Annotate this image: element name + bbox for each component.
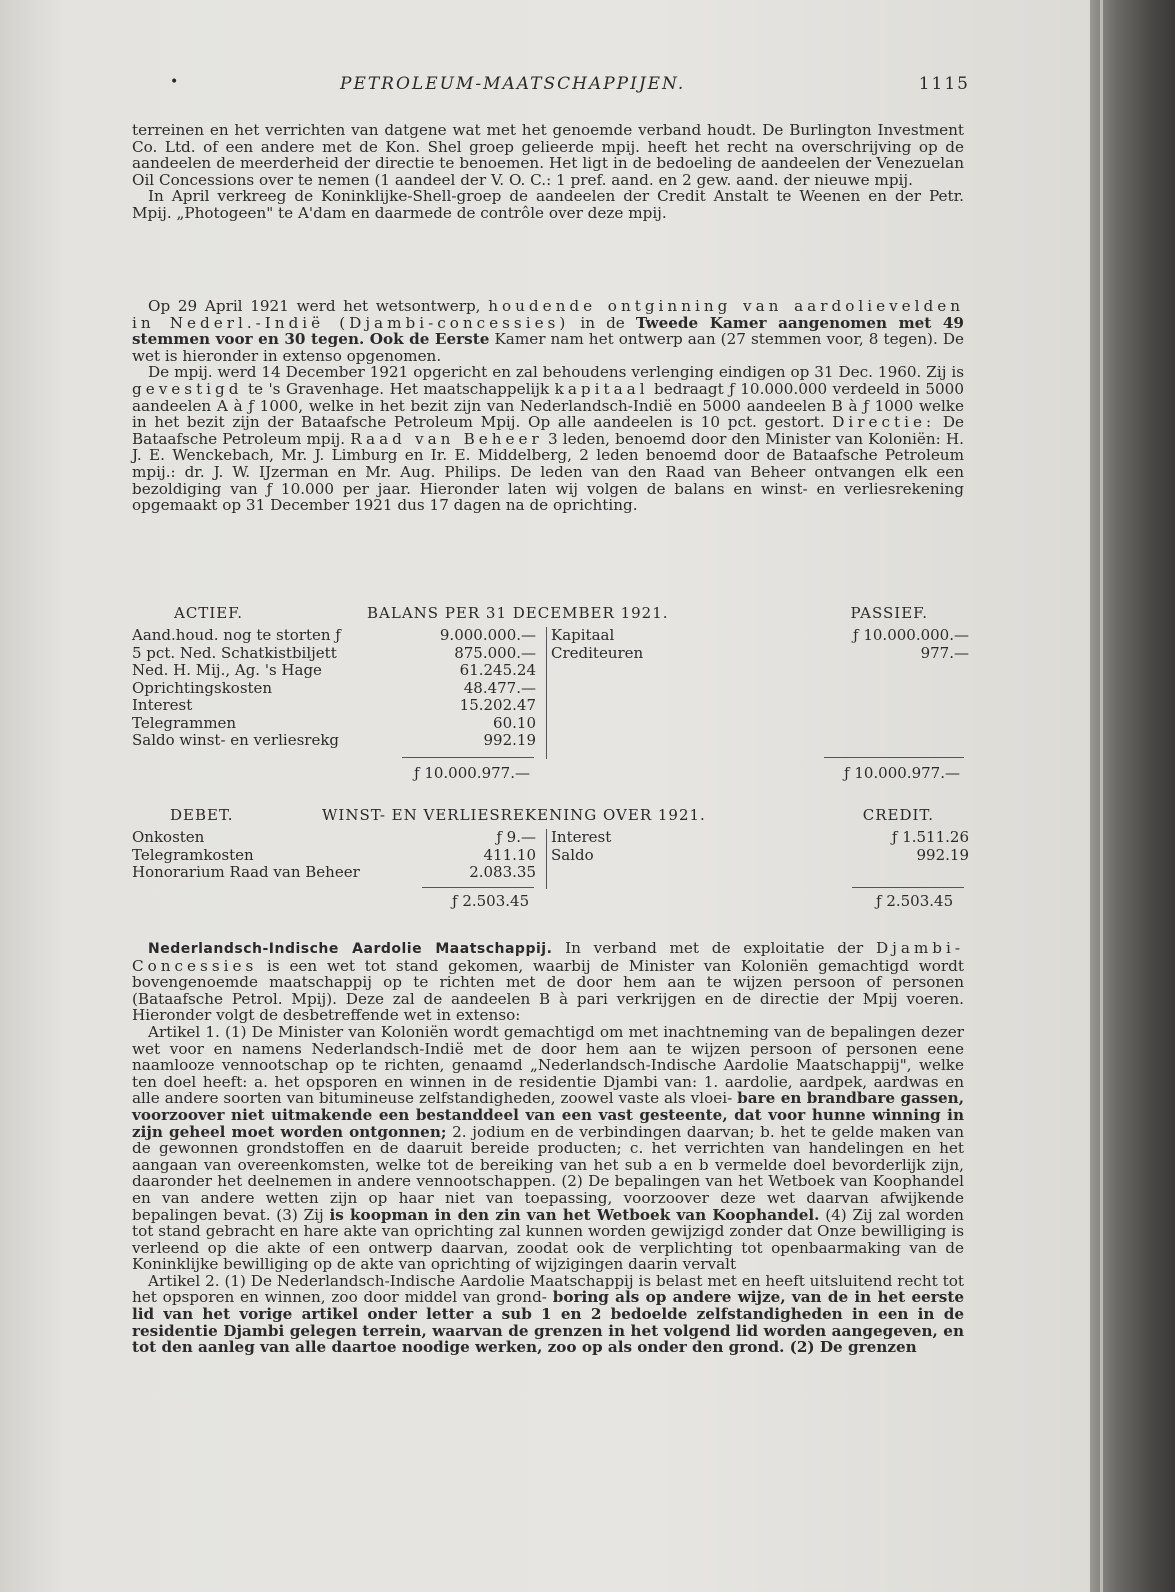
pl-total-left: ƒ 2.503.45 (452, 892, 530, 910)
law-spaced-run: houdende ontginning van aardolievelden in Nederl.-Indië (Djambi-concessies) (132, 297, 964, 332)
pl-debit-row (132, 864, 536, 882)
balance-liability-value: ƒ 10.000.000.— (853, 626, 969, 644)
law-text-run: bedraagt ƒ 10.000.000 verdeeld in 5000 aandeelen A à ƒ 1000, welke in het bezit zijn van Nederlandsch-Indië en 5000 aandeelen B à ƒ 1000 welke in het bezit zijn der Bataafsche Petroleum Mpij. Op alle aandeelen is 10 pct. gestort. (132, 379, 964, 432)
balance-asset-label: Ned. H. Mij., Ag. 's Hage (132, 661, 322, 679)
balance-asset-label: Oprichtingskosten (132, 678, 273, 697)
nima-text-run: 2. jodium en de verbindingen daarvan; b. het te gelde maken van de gewonnen grondstoffen en de daaruit bereide producten; c. het verrichten van handelingen en het aangaan van overeenkomsten, welke tot de bereiking van het sub a en b vermelde doel bevorderlijk zijn, daaronder het deelnemen in andere vennootschappen. (2) De bepalingen van het Wetboek van Koophandel en van andere wetten zijn op haar niet van toepassing, voorzoover deze wet daarvan afwijkende bepalingen bevat. (3) Zij (132, 1122, 964, 1224)
balance-asset-row (132, 627, 536, 645)
balance-asset-row (132, 645, 536, 663)
pl-debit-row (132, 847, 536, 865)
nima-text-run: is een wet tot stand gekomen, waarbij de Minister van Koloniën gemachtigd wordt bovengenoemde maatschappij op te richten met de door hem aan te wijzen persoon of personen (Bataafsche Petrol. Mpij). Deze zal de aandeelen B à pari verkrijgen en de directie der Mpij voeren. Hieronder volgt de desbetreffende wet in extenso: (132, 956, 964, 1025)
balance-asset-row (132, 732, 536, 750)
pl-rule-left (422, 887, 534, 888)
balance-asset-label: Interest (132, 696, 193, 714)
pl-debit-label: Honorarium Raad van Beheer (132, 863, 360, 881)
pl-rule-right (852, 887, 964, 888)
balance-asset-row (132, 715, 536, 733)
balance-total-left: ƒ 10.000.977.— (414, 764, 530, 782)
profit-loss-account (132, 806, 969, 919)
balance-total-right: ƒ 10.000.977.— (844, 764, 960, 782)
balance-asset-value: 15.202.47 (459, 696, 536, 714)
law-text-run: Kamer nam het ontwerp aan (27 stemmen voor, 8 tegen). De wet is hieronder in extenso opgenomen. (132, 330, 965, 365)
balance-rule-right (824, 757, 964, 758)
pl-credit-row (551, 829, 969, 847)
page-number: 1115 (918, 74, 970, 94)
balance-head-title: BALANS PER 31 DECEMBER 1921. (367, 604, 669, 622)
law-spaced-run: Directie: (832, 413, 936, 432)
pl-head-left: DEBET. (170, 806, 234, 824)
law-text-run: in de (569, 313, 636, 332)
balance-header (132, 605, 964, 627)
law-bold-run: Tweede Kamer aangenomen met 49 stemmen voor en 30 tegen. Ook de Eerste (132, 313, 964, 349)
balance-asset-label: Telegrammen (132, 713, 237, 732)
nima-text-run: Artikel 1. (1) De Minister van Koloniën wordt gemachtigd om met inachtneming van de bepalingen dezer wet voor en namens Nederlandsch-Indië met de door hem aan te wijzen persoon of personen eene naamlooze vennootschap op te richten, genaamd „Nederlandsch-Indische Aardolie Maatschappij", welke ten doel heeft: a. het opsporen en winnen in de residentie Djambi van: 1. aardolie, aardpek, aardwas en alle andere soorten van bitumineuse zelfstandigheden, zoowel vaste als vloei- (132, 1022, 964, 1108)
balance-liability-label: Kapitaal (551, 626, 615, 644)
nima-paragraph-1 (132, 940, 964, 1024)
nima-text (132, 940, 964, 1356)
law-text-run: De mpij. werd 14 December 1921 opgericht en zal behoudens verlenging eindigen op 31 Dec. 1960. Zij is (148, 363, 964, 382)
balance-sheet (132, 604, 969, 790)
law-spaced-run: kapitaal (554, 379, 649, 398)
header-bullet: • (170, 74, 181, 90)
nima-bold-run: boring als op andere wijze, van de in het eerste lid van het vorige artikel onder letter a sub 1 en 2 bedoelde zelfstandigheden in een in de residentie Djambi gelegen terrein, waarvan de grenzen in het volgend lid worden aangegeven, en tot den aanleg van alle daartoe noodige werken, zoo op als onder den grond. (2) De grenzen (132, 1288, 965, 1357)
balance-head-right: PASSIEF. (850, 604, 928, 622)
pl-debit-label: Telegramkosten (132, 845, 254, 864)
law-paragraph-1 (132, 298, 964, 364)
law-text-run: Op 29 April 1921 werd het wetsontwerp, (148, 297, 489, 315)
law-spaced-run: gevestigd (132, 379, 243, 398)
header-title: PETROLEUM-MAATSCHAPPIJEN. (340, 74, 686, 94)
pl-header (132, 807, 964, 829)
pl-credit-row (551, 847, 969, 865)
law-paragraph-2 (132, 364, 964, 513)
pl-debit-row (132, 829, 536, 847)
pl-debit-label: Onkosten (132, 828, 205, 846)
pl-debit-value: 411.10 (483, 845, 536, 864)
balance-asset-row (132, 697, 536, 715)
nima-title: Nederlandsch-Indische Aardolie Maatschappij. (148, 941, 553, 957)
nima-text-run: In verband met de exploitatie der (552, 939, 876, 957)
law-text (132, 298, 964, 514)
balance-assets (132, 627, 536, 750)
pl-debit-value: 2.083.35 (469, 863, 536, 881)
balance-asset-value: 9.000.000.— (439, 626, 536, 644)
balance-liability-label: Crediteuren (551, 643, 644, 662)
pl-credit-label: Saldo (551, 845, 594, 864)
balance-asset-label: Aand.houd. nog te storten ƒ (132, 626, 341, 644)
pl-debit (132, 829, 536, 882)
balance-liability-value: 977.— (920, 643, 969, 662)
intro-paragraph-1: terreinen en het verrichten van datgene wat met het genoemde verband houdt. De Burlington Investment Co. Ltd. of een andere met de Kon. Shel groep gelieerde mpij. heeft het recht na overschrijving op de aandeelen de meerderheid der directie te benoemen. Het ligt in de bedoeling de aandeelen der Venezuelan Oil Concessions over te nemen (1 aandeel der V. O. C.: 1 pref. aand. en 2 gew. aand. der nieuwe mpij. (132, 121, 964, 189)
balance-asset-row (132, 680, 536, 698)
pl-debit-value: ƒ 9.— (496, 828, 536, 846)
nima-text-run: Artikel 2. (1) De Nederlandsch-Indische Aardolie Maatschappij is belast met en heeft uitsluitend recht tot het opsporen en winnen, zoo door middel van grond- (132, 1271, 964, 1307)
balance-asset-label: 5 pct. Ned. Schatkistbiljett (132, 643, 337, 662)
law-spaced-run: Raad van Beheer (350, 429, 543, 448)
intro-text (132, 122, 964, 222)
balance-asset-label: Saldo winst- en verliesrekg (132, 731, 340, 749)
pl-total-right: ƒ 2.503.45 (876, 892, 954, 910)
balance-rule-left (402, 757, 534, 758)
pl-credit-label: Interest (551, 828, 612, 846)
intro-paragraph-2: In April verkreeg de Koninklijke-Shell-groep de aandeelen der Credit Anstalt te Weenen en der Petr. Mpij. „Photogeen" te A'dam en daarmede de contrôle over deze mpij. (132, 187, 964, 222)
law-text-run: De Bataafsche Petroleum mpij. (132, 413, 964, 448)
pl-head-title: WINST- EN VERLIESREKENING OVER 1921. (322, 806, 706, 824)
nima-bold-run: is koopman in den zin van het Wetboek van Koophandel. (329, 1205, 820, 1224)
nima-paragraph-2 (132, 1024, 964, 1273)
balance-asset-value: 60.10 (493, 713, 536, 732)
balance-asset-value: 61.245.24 (459, 661, 536, 679)
balance-asset-row (132, 662, 536, 680)
nima-spaced-run: Djambi-Concessies (132, 939, 964, 975)
balance-head-left: ACTIEF. (174, 604, 244, 622)
law-text-run: 3 leden, benoemd door den Minister van Koloniën: H. J. E. Wenckebach, Mr. J. Limburg en Ir. E. Middelberg, 2 leden benoemd door de Bataafsche Petroleum mpij.: dr. J. W. IJzerman en Mr. Aug. Philips. De leden van den Raad van Beheer ontvangen elk een bezoldiging van ƒ 10.000 per jaar. Hieronder laten wij volgen de balans en winst- en verliesrekening opgemaakt op 31 December 1921 dus 17 dagen na de oprichting. (132, 429, 965, 515)
balance-liability-row (551, 627, 969, 645)
pl-credit-value: 992.19 (916, 845, 969, 864)
book-spine (1090, 0, 1175, 1592)
running-header (130, 74, 970, 96)
nima-text-run: (4) Zij zal worden tot stand gebracht en hare akte van oprichting zal kunnen worden gewijzigd zonder dat Onze bewilliging is verleend op die akte of een ontwerp daarvan, zoodat ook de verplichting tot openbaarmaking van de Koninklijke bewilliging op de akte van oprichting of wijzigingen daarin vervalt (132, 1205, 964, 1274)
nima-paragraph-3 (132, 1273, 964, 1356)
pl-head-right: CREDIT. (862, 806, 934, 824)
balance-asset-value: 48.477.— (463, 678, 536, 697)
balance-asset-value: 992.19 (483, 731, 536, 749)
pl-credit (546, 829, 969, 889)
balance-liability-row (551, 645, 969, 663)
balance-asset-value: 875.000.— (454, 643, 536, 662)
pl-credit-value: ƒ 1.511.26 (891, 828, 969, 846)
law-text-run: te 's Gravenhage. Het maatschappelijk (242, 379, 555, 398)
nima-bold-run: bare en brandbare gassen, voorzoover niet uitmakende een bestanddeel van een vast gesteente, dat voor hunne winning in zijn geheel moet worden ontgonnen; (132, 1089, 965, 1141)
balance-liabilities (546, 627, 969, 759)
